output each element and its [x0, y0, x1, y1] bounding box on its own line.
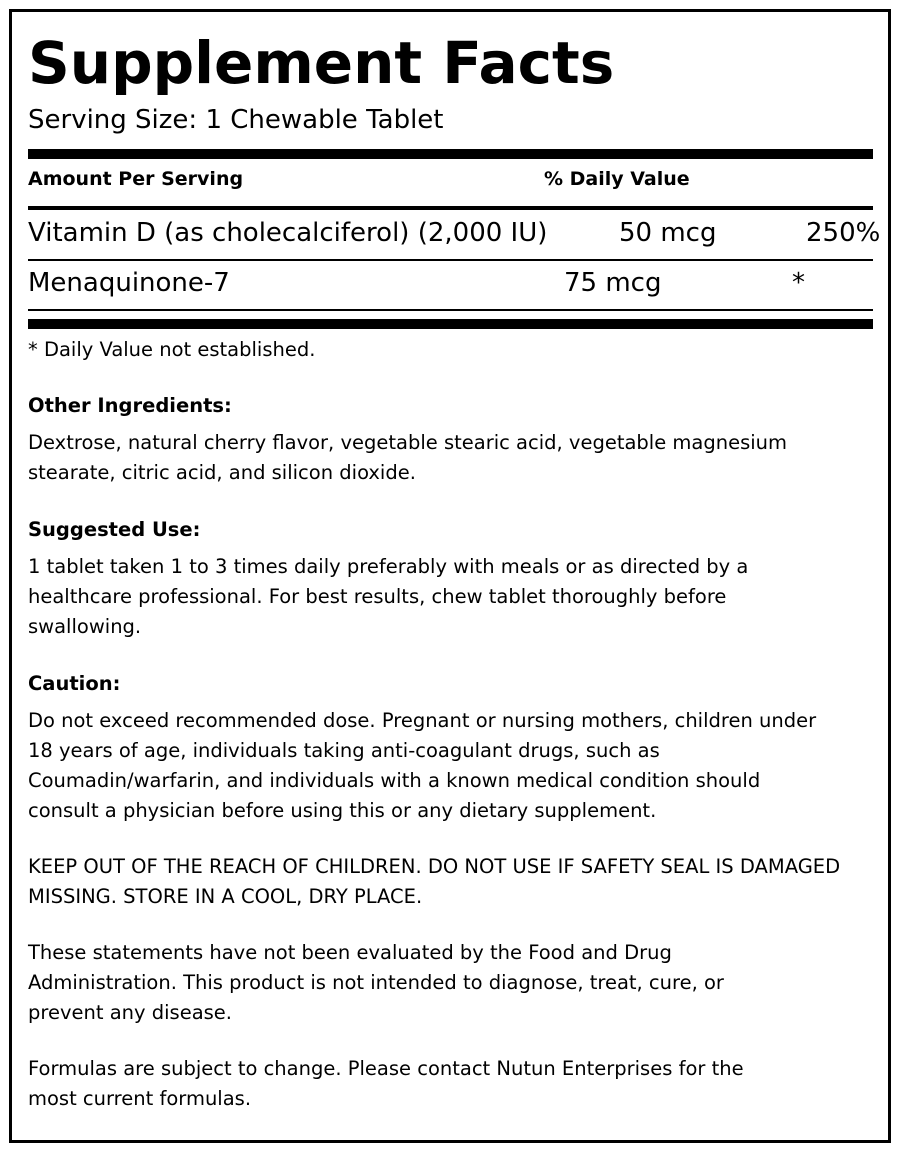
- nutrient-amount: 75 mcg: [564, 268, 662, 298]
- nutrient-daily-value: 250%: [806, 218, 881, 248]
- formula-notice: Formulas are subject to change. Please contact Nutun Enterprises for the most current formulas.: [28, 1057, 744, 1110]
- amount-per-serving-header: Amount Per Serving: [28, 168, 244, 190]
- thick-divider-bottom: [28, 319, 873, 329]
- daily-value-header: % Daily Value: [544, 168, 690, 190]
- daily-value-footnote: * Daily Value not established.: [28, 338, 316, 361]
- suggested-use-heading: Suggested Use:: [28, 518, 201, 541]
- nutrient-name: Menaquinone-7: [28, 268, 230, 298]
- thick-divider-top: [28, 149, 873, 159]
- caution-text: Do not exceed recommended dose. Pregnant or nursing mothers, children under 18 years of age, individuals taking anti-coagulant drugs, such as Coumadin/warfarin, and individuals with a known medical condition should consult a physician before using this or any dietary supplement.: [28, 709, 817, 822]
- fda-disclaimer: These statements have not been evaluated by the Food and Drug Administration. This product is not intended to diagnose, treat, cure, or prevent any disease.: [28, 941, 724, 1024]
- other-ingredients-heading: Other Ingredients:: [28, 394, 232, 417]
- warning-text: KEEP OUT OF THE REACH OF CHILDREN. DO NOT USE IF SAFETY SEAL IS DAMAGED MISSING. STORE IN A COOL, DRY PLACE.: [28, 855, 841, 908]
- label-title: Supplement Facts: [28, 29, 615, 97]
- row-divider: [28, 309, 873, 311]
- header-divider: [28, 206, 873, 210]
- suggested-use-text: 1 tablet taken 1 to 3 times daily preferably with meals or as directed by a healthcare professional. For best results, chew tablet thoroughly before swallowing.: [28, 555, 749, 638]
- nutrient-name: Vitamin D (as cholecalciferol) (2,000 IU): [28, 218, 548, 248]
- serving-size: Serving Size: 1 Chewable Tablet: [28, 105, 444, 135]
- nutrient-amount: 50 mcg: [619, 218, 717, 248]
- caution-heading: Caution:: [28, 672, 121, 695]
- nutrient-daily-value: *: [792, 268, 805, 298]
- other-ingredients-text: Dextrose, natural cherry flavor, vegetable stearic acid, vegetable magnesium stearate, citric acid, and silicon dioxide.: [28, 431, 788, 484]
- row-divider: [28, 259, 873, 261]
